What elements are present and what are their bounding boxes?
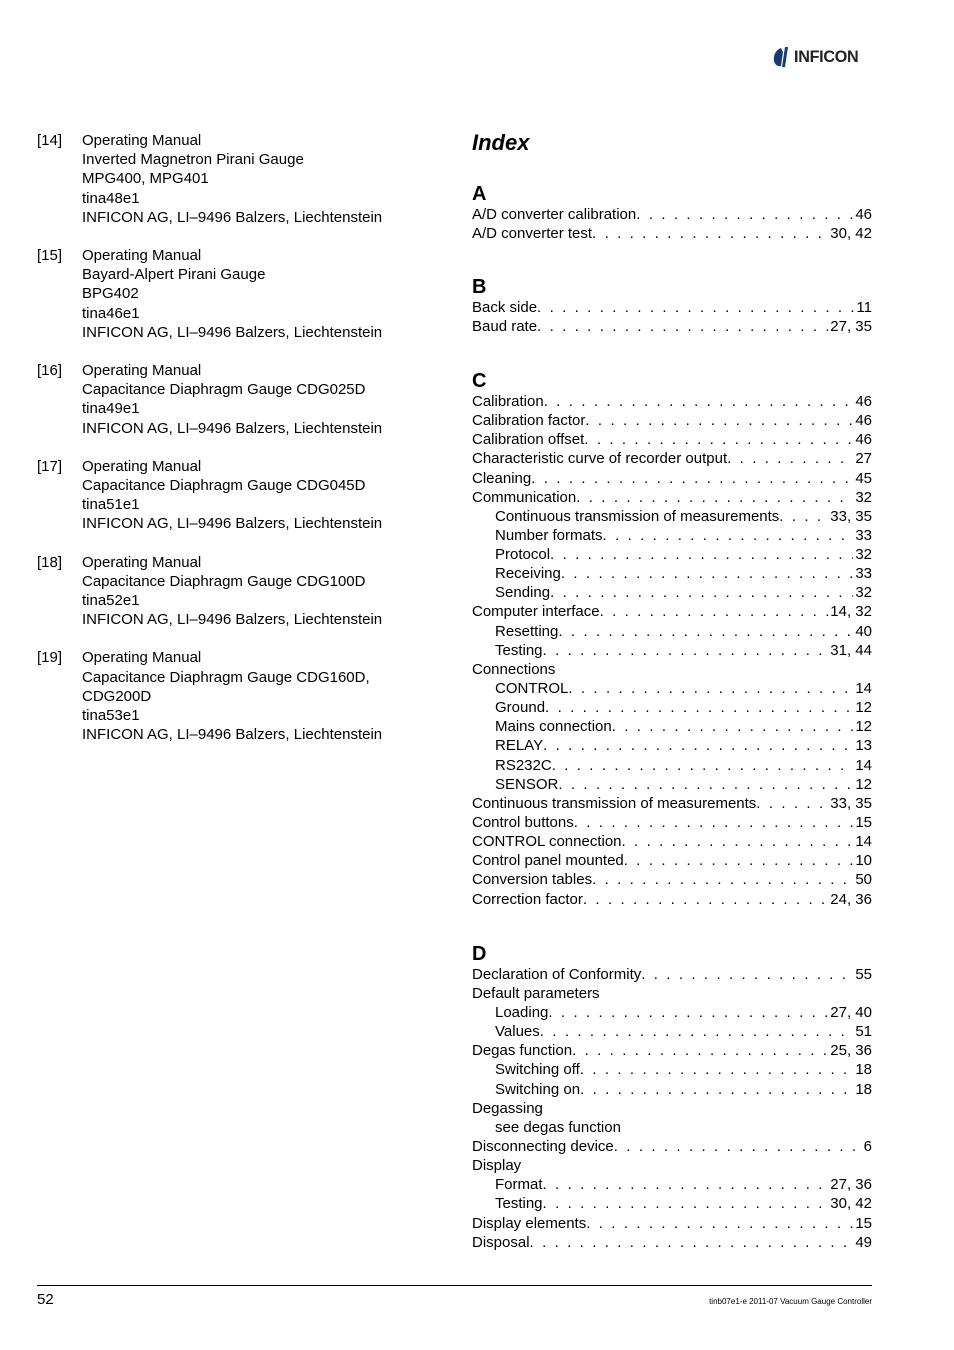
index-entry <box>472 205 872 224</box>
dot-leader <box>585 411 853 430</box>
dot-leader <box>614 1137 862 1156</box>
index-term: RS232C <box>495 756 552 774</box>
index-pages: 24, 36 <box>830 890 872 908</box>
reference-number: [18] <box>37 553 63 571</box>
reference-line: Capacitance Diaphragm Gauge CDG025D <box>82 381 366 399</box>
reference-line: tina52e1 <box>82 592 140 610</box>
reference-number: [15] <box>37 247 63 265</box>
index-pages: 12 <box>855 775 872 793</box>
index-entry <box>472 392 872 411</box>
footer-rule <box>37 1285 872 1286</box>
dot-leader <box>540 1022 854 1041</box>
section-spacer <box>472 243 872 276</box>
index-letter: D <box>472 942 487 965</box>
reference-line: Operating Manual <box>82 132 202 149</box>
index-term: Degassing <box>472 1099 543 1117</box>
index-entry <box>472 1041 872 1060</box>
index-term: Continuous transmission of measurements <box>472 794 757 812</box>
index-term: Baud rate <box>472 318 538 336</box>
dot-leader <box>756 794 828 813</box>
index-term: Receiving <box>495 565 561 583</box>
index-entry <box>472 545 872 564</box>
index-entry <box>472 564 872 583</box>
index-entry <box>472 660 872 679</box>
reference-lines <box>82 131 382 227</box>
dot-leader <box>603 526 854 545</box>
reference-lines <box>82 648 382 744</box>
index-term: Communication <box>472 488 577 506</box>
section-spacer <box>472 336 872 370</box>
dot-leader <box>624 851 854 870</box>
index-pages: 33, 35 <box>830 794 872 812</box>
index-term: Values <box>495 1023 540 1041</box>
dot-leader <box>580 1080 853 1099</box>
dot-leader <box>574 813 854 832</box>
index-entry <box>472 698 872 717</box>
reference-line: Operating Manual <box>82 457 202 475</box>
dot-leader <box>622 832 854 851</box>
dot-leader <box>545 698 853 717</box>
index-entry <box>472 317 872 336</box>
dot-leader <box>537 298 854 317</box>
index-entry <box>472 965 872 984</box>
index-entry <box>472 813 872 832</box>
dot-leader <box>543 1175 829 1194</box>
footer-doc-info: tinb07e1-e 2011-07 Vacuum Gauge Controller <box>709 1297 872 1306</box>
index-entry <box>472 1080 872 1099</box>
reference-line: tina48e1 <box>82 189 140 207</box>
index-pages: 27, 35 <box>830 318 872 336</box>
index-entry <box>472 583 872 602</box>
index-entry <box>472 1194 872 1213</box>
index-pages: 13 <box>855 737 872 755</box>
index-term: Correction factor <box>472 890 583 908</box>
index-pages: 33 <box>855 565 872 583</box>
index-entry <box>472 794 872 813</box>
reference-item <box>37 246 417 342</box>
reference-line: tina53e1 <box>82 707 140 725</box>
index-pages: 33, 35 <box>830 507 872 525</box>
index-entry <box>472 1099 872 1118</box>
index-term: Switching on <box>495 1080 581 1098</box>
index-term: Calibration <box>472 392 544 410</box>
reference-line: Operating Manual <box>82 247 202 265</box>
index-letter: B <box>472 275 487 298</box>
dot-leader <box>584 430 853 449</box>
dot-leader <box>543 641 829 660</box>
reference-line: tina46e1 <box>82 304 140 322</box>
dot-leader <box>558 775 853 794</box>
index-entry <box>472 679 872 698</box>
index-pages: 6 <box>863 1137 872 1155</box>
index-term: Degas function <box>472 1042 573 1060</box>
reference-line: Operating Manual <box>82 362 202 380</box>
index-pages: 27, 36 <box>830 1176 872 1194</box>
index-entry <box>472 832 872 851</box>
index-entry <box>472 488 872 507</box>
reference-line: INFICON AG, LI–9496 Balzers, Liechtenstein <box>82 323 383 341</box>
dot-leader <box>537 317 828 336</box>
dot-leader <box>592 224 828 243</box>
index-entry <box>472 298 872 317</box>
reference-item <box>37 361 417 438</box>
index-pages: 15 <box>855 814 872 832</box>
index-entry <box>472 430 872 449</box>
index-pages: 30, 42 <box>830 1195 872 1213</box>
index-term: see degas function <box>495 1118 621 1136</box>
index-section <box>472 128 872 1252</box>
index-term: Characteristic curve of recorder output <box>472 450 728 468</box>
dot-leader <box>561 564 853 583</box>
index-pages: 14 <box>855 680 872 698</box>
index-term: Continuous transmission of measurements <box>495 507 780 525</box>
index-term: Conversion tables <box>472 871 593 889</box>
index-term: Sending <box>495 584 551 602</box>
index-term: Disposal <box>472 1233 530 1251</box>
dot-leader <box>558 622 853 641</box>
dot-leader <box>592 870 853 889</box>
index-term: SENSOR <box>495 775 559 793</box>
index-term: Testing <box>495 1195 543 1213</box>
dot-leader <box>544 392 854 411</box>
index-entry <box>472 1118 872 1137</box>
reference-line: INFICON AG, LI–9496 Balzers, Liechtenstein <box>82 611 383 629</box>
reference-list <box>37 131 417 763</box>
index-term: Loading <box>495 1003 549 1021</box>
index-term: Calibration offset <box>472 431 585 449</box>
index-term: Control buttons <box>472 814 574 832</box>
dot-leader <box>600 602 829 621</box>
dot-leader <box>548 1003 828 1022</box>
index-pages: 14 <box>855 833 872 851</box>
index-entry <box>472 1137 872 1156</box>
dot-leader <box>550 545 853 564</box>
inficon-logo <box>772 46 862 68</box>
index-pages: 45 <box>855 469 872 487</box>
index-pages: 30, 42 <box>830 225 872 243</box>
index-pages: 33 <box>855 526 872 544</box>
index-term: Number formats <box>495 526 603 544</box>
index-entry <box>472 851 872 870</box>
index-term: Testing <box>495 641 543 659</box>
section-spacer <box>472 909 872 943</box>
index-pages: 31, 44 <box>830 641 872 659</box>
index-term: RELAY <box>495 737 544 755</box>
index-pages: 18 <box>855 1061 872 1079</box>
index-term: Computer interface <box>472 603 600 621</box>
index-pages: 18 <box>855 1080 872 1098</box>
index-entry <box>472 717 872 736</box>
index-pages: 15 <box>855 1214 872 1232</box>
index-entry <box>472 526 872 545</box>
dot-leader <box>779 507 828 526</box>
reference-line: MPG400, MPG401 <box>82 170 209 188</box>
index-entry <box>472 1156 872 1175</box>
reference-lines <box>82 457 382 534</box>
index-pages: 49 <box>855 1233 872 1251</box>
reference-line: INFICON AG, LI–9496 Balzers, Liechtenstein <box>82 208 383 226</box>
index-term: A/D converter test <box>472 225 593 243</box>
reference-line: Capacitance Diaphragm Gauge CDG045D <box>82 477 366 495</box>
reference-line: Inverted Magnetron Pirani Gauge <box>82 151 304 169</box>
index-term: Declaration of Conformity <box>472 965 642 983</box>
dot-leader <box>543 736 853 755</box>
reference-lines <box>82 361 382 438</box>
index-entry <box>472 622 872 641</box>
reference-line: BPG402 <box>82 285 139 303</box>
index-entry <box>472 890 872 909</box>
reference-line: CDG200D <box>82 687 152 705</box>
dot-leader <box>586 1214 853 1233</box>
index-pages: 50 <box>855 871 872 889</box>
reference-number: [16] <box>37 362 63 380</box>
index-pages: 12 <box>855 699 872 717</box>
index-pages: 46 <box>855 431 872 449</box>
index-term: Default parameters <box>472 984 600 1002</box>
index-entry <box>472 411 872 430</box>
dot-leader <box>568 679 853 698</box>
dot-leader <box>530 1233 854 1252</box>
index-entry <box>472 1233 872 1252</box>
dot-leader <box>572 1041 828 1060</box>
index-term: Connections <box>472 660 556 678</box>
index-term: Protocol <box>495 546 551 564</box>
index-pages: 55 <box>855 965 872 983</box>
dot-leader <box>550 583 853 602</box>
index-pages: 27, 40 <box>830 1003 872 1021</box>
index-term: Display elements <box>472 1214 587 1232</box>
index-pages: 40 <box>855 622 872 640</box>
dot-leader <box>552 756 854 775</box>
index-entry <box>472 1060 872 1079</box>
index-term: Resetting <box>495 622 559 640</box>
inficon-logo-icon <box>772 46 792 68</box>
reference-item <box>37 457 417 534</box>
index-entry <box>472 775 872 794</box>
dot-leader <box>576 488 853 507</box>
reference-number: [19] <box>37 649 63 667</box>
index-term: Ground <box>495 699 546 717</box>
reference-line: Bayard-Alpert Pirani Gauge <box>82 266 266 284</box>
index-term: Back side <box>472 298 538 316</box>
reference-line: Capacitance Diaphragm Gauge CDG100D <box>82 572 366 590</box>
index-pages: 32 <box>855 488 872 506</box>
reference-line: Operating Manual <box>82 649 202 667</box>
reference-lines <box>82 553 382 630</box>
index-entry <box>472 1003 872 1022</box>
index-entry <box>472 1022 872 1041</box>
dot-leader <box>727 449 853 468</box>
index-term: CONTROL <box>495 680 569 698</box>
index-pages: 11 <box>856 298 872 316</box>
dot-leader <box>612 717 854 736</box>
reference-number: [17] <box>37 457 63 475</box>
index-term: Control panel mounted <box>472 852 624 870</box>
dot-leader <box>641 965 853 984</box>
index-term: Format <box>495 1176 543 1194</box>
dot-leader <box>636 205 853 224</box>
index-entry <box>472 1175 872 1194</box>
index-entry <box>472 756 872 775</box>
reference-lines <box>82 246 382 342</box>
index-entry <box>472 507 872 526</box>
index-pages: 46 <box>855 206 872 223</box>
index-term: Cleaning <box>472 469 532 487</box>
reference-line: INFICON AG, LI–9496 Balzers, Liechtenstein <box>82 419 383 437</box>
index-pages: 10 <box>855 852 872 870</box>
index-entry <box>472 984 872 1003</box>
reference-item <box>37 648 417 744</box>
index-term: Calibration factor <box>472 412 586 430</box>
dot-leader <box>580 1060 854 1079</box>
page-number: 52 <box>37 1291 54 1308</box>
index-pages: 14 <box>855 756 872 774</box>
index-term: CONTROL connection <box>472 833 622 851</box>
index-pages: 46 <box>855 412 872 430</box>
index-title: Index <box>472 130 530 155</box>
index-pages: 32 <box>855 584 872 602</box>
index-entry <box>472 1214 872 1233</box>
index-pages: 27 <box>855 450 872 468</box>
index-letter: A <box>472 183 487 205</box>
index-term: Mains connection <box>495 718 612 736</box>
reference-line: Capacitance Diaphragm Gauge CDG160D, <box>82 668 370 686</box>
index-entry <box>472 224 872 243</box>
index-term: Disconnecting device <box>472 1137 614 1155</box>
index-pages: 32 <box>855 546 872 564</box>
reference-line: INFICON AG, LI–9496 Balzers, Liechtenstein <box>82 726 383 744</box>
reference-item <box>37 553 417 630</box>
reference-line: tina51e1 <box>82 496 140 514</box>
index-entry <box>472 736 872 755</box>
index-pages: 12 <box>855 718 872 736</box>
index-pages: 25, 36 <box>830 1042 872 1060</box>
reference-number: [14] <box>37 132 63 149</box>
index-term: A/D converter calibration <box>472 206 637 223</box>
index-pages: 51 <box>855 1023 872 1041</box>
dot-leader <box>543 1194 829 1213</box>
index-entry <box>472 870 872 889</box>
section-spacer <box>472 158 872 183</box>
reference-line: INFICON AG, LI–9496 Balzers, Liechtenstein <box>82 515 383 533</box>
logo-text: INFICON <box>794 47 859 66</box>
index-entry <box>472 449 872 468</box>
reference-line: tina49e1 <box>82 400 140 418</box>
index-term: Switching off <box>495 1061 580 1079</box>
index-pages: 14, 32 <box>830 603 872 621</box>
index-entry <box>472 641 872 660</box>
index-term: Display <box>472 1157 522 1175</box>
dot-leader <box>583 890 828 909</box>
reference-item <box>37 131 417 227</box>
index-pages: 46 <box>855 392 872 410</box>
dot-leader <box>531 469 853 488</box>
reference-line: Operating Manual <box>82 553 202 571</box>
index-entry <box>472 602 872 621</box>
index-entry <box>472 469 872 488</box>
index-letter: C <box>472 369 487 392</box>
